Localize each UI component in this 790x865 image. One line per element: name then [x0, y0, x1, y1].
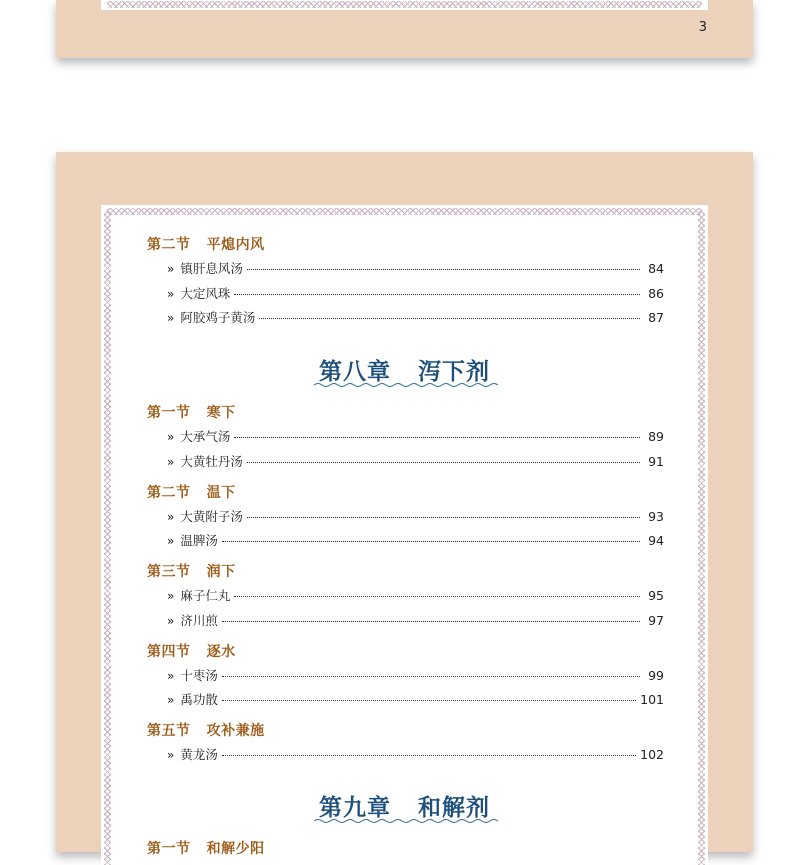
dot-leader — [259, 318, 640, 319]
bullet-icon: » — [167, 534, 175, 548]
bullet-icon: » — [167, 430, 175, 444]
dot-leader — [247, 269, 640, 270]
chapter-heading: 第九章 和解剂 — [318, 794, 491, 821]
entry-page: 94 — [648, 533, 664, 548]
wave-underline — [314, 818, 499, 824]
entry-page: 93 — [648, 509, 664, 524]
entry-page: 97 — [648, 613, 664, 628]
entry-title: 大承气汤 — [180, 429, 231, 444]
entry-page: 89 — [648, 429, 664, 444]
toc-entry[interactable] — [167, 427, 664, 443]
toc-entry[interactable] — [167, 586, 664, 602]
toc-panel — [101, 205, 708, 865]
toc-page — [56, 152, 753, 857]
toc-entry[interactable] — [167, 745, 664, 761]
dot-leader — [234, 437, 640, 438]
entry-title: 禹功散 — [180, 692, 218, 707]
toc-entry[interactable] — [167, 666, 664, 682]
section-heading: 第一节 和解少阳 — [147, 841, 265, 857]
dot-leader — [222, 700, 636, 701]
entry-title: 十枣汤 — [180, 668, 218, 683]
entry-page: 87 — [648, 310, 664, 325]
toc-entry[interactable] — [167, 452, 664, 468]
page-number: 3 — [698, 20, 707, 35]
bullet-icon: » — [167, 693, 175, 707]
entry-title: 大黄牡丹汤 — [180, 454, 243, 469]
entry-title: 大黄附子汤 — [180, 509, 243, 524]
wave-underline — [314, 382, 499, 388]
bullet-icon: » — [167, 589, 175, 603]
entry-title: 镇肝息风汤 — [180, 261, 243, 276]
entry-title: 麻子仁丸 — [180, 588, 231, 603]
section-heading: 第三节 润下 — [147, 564, 236, 580]
entry-page: 84 — [648, 261, 664, 276]
toc-entry[interactable] — [167, 308, 664, 324]
dot-leader — [222, 621, 640, 622]
table-of-contents — [101, 205, 708, 865]
dot-leader — [222, 755, 636, 756]
entry-page: 102 — [640, 747, 664, 762]
dot-leader — [247, 517, 640, 518]
previous-page — [56, 0, 753, 58]
chapter-heading: 第八章 泻下剂 — [318, 358, 491, 385]
dot-leader — [222, 676, 640, 677]
section-heading: 第二节 平熄内风 — [147, 237, 265, 253]
previous-page-panel — [101, 0, 708, 10]
toc-entry[interactable] — [167, 690, 664, 706]
dot-leader — [234, 596, 640, 597]
entry-page: 99 — [648, 668, 664, 683]
entry-page: 91 — [648, 454, 664, 469]
entry-title: 黄龙汤 — [180, 747, 218, 762]
entry-page: 101 — [640, 692, 664, 707]
dot-leader — [222, 541, 640, 542]
entry-title: 大定风珠 — [180, 286, 231, 301]
bullet-icon: » — [167, 614, 175, 628]
bullet-icon: » — [167, 262, 175, 276]
bullet-icon: » — [167, 287, 175, 301]
dot-leader — [247, 462, 640, 463]
entry-title: 济川煎 — [180, 613, 218, 628]
toc-entry[interactable] — [167, 284, 664, 300]
entry-title: 温脾汤 — [180, 533, 218, 548]
dot-leader — [234, 294, 640, 295]
section-heading: 第二节 温下 — [147, 485, 236, 501]
toc-entry[interactable] — [167, 259, 664, 275]
toc-entry[interactable] — [167, 531, 664, 547]
section-heading: 第四节 逐水 — [147, 644, 236, 660]
decorative-border — [107, 1, 702, 8]
bullet-icon: » — [167, 311, 175, 325]
entry-page: 95 — [648, 588, 664, 603]
bullet-icon: » — [167, 669, 175, 683]
entry-page: 86 — [648, 286, 664, 301]
entry-title: 阿胶鸡子黄汤 — [180, 310, 256, 325]
bullet-icon: » — [167, 510, 175, 524]
section-heading: 第一节 寒下 — [147, 405, 236, 421]
section-heading: 第五节 攻补兼施 — [147, 723, 265, 739]
bullet-icon: » — [167, 748, 175, 762]
bullet-icon: » — [167, 455, 175, 469]
toc-entry[interactable] — [167, 507, 664, 523]
toc-entry[interactable] — [167, 611, 664, 627]
